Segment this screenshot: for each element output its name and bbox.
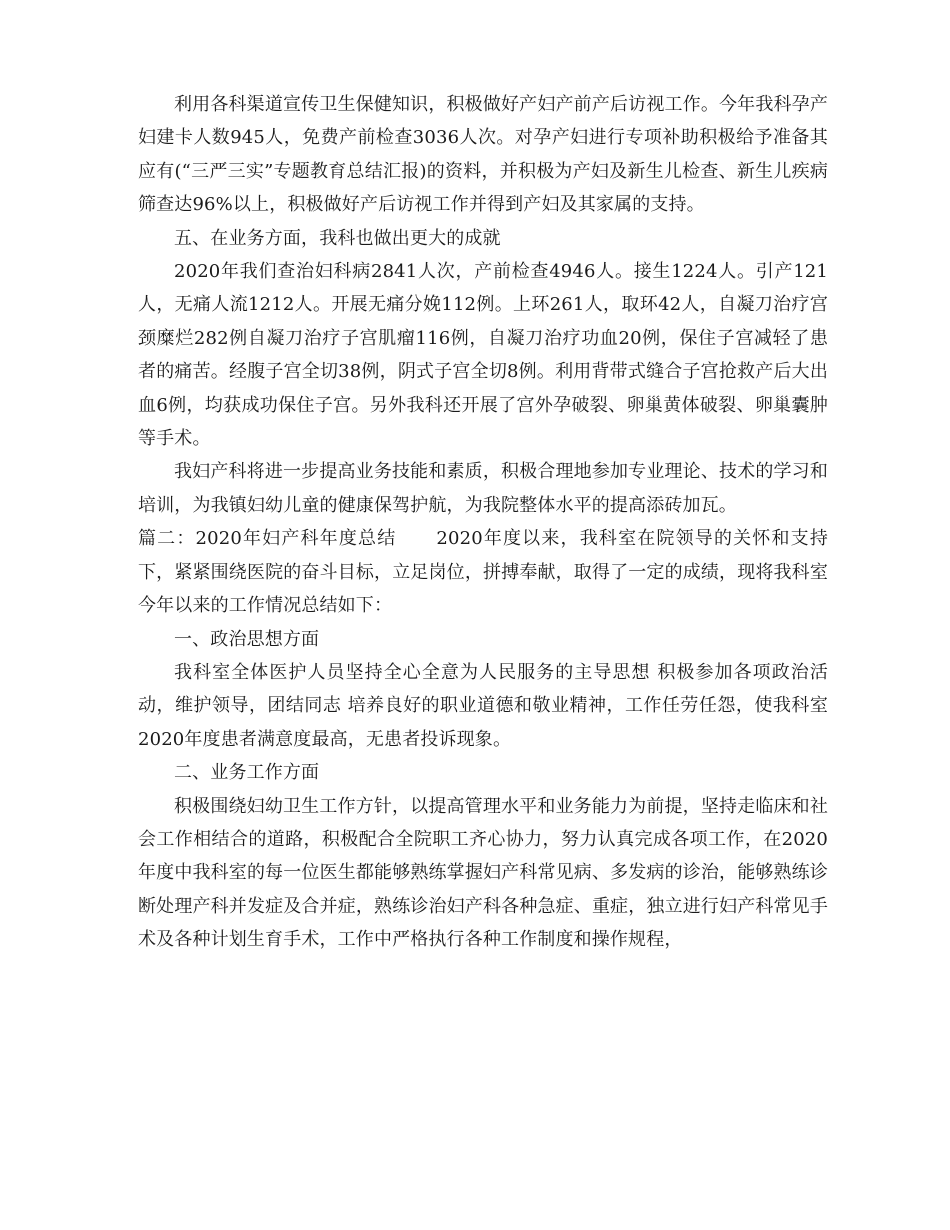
paragraph-section-two — [138, 522, 828, 622]
heading-business-work: 二、业务工作方面 — [174, 762, 320, 784]
heading-business-achievements: 五、在业务方面，我科也做出更大的成就 — [174, 227, 501, 249]
paragraph-prenatal-visits: 利用各科渠道宣传卫生保健知识，积极做好产妇产前产后访视工作。今年我科孕产妇建卡人数945人，免费产前检查3036人次。对孕产妇进行专项补助积极给予准备其应有(“三严三实”专题教育总结汇报)的资料，并积极为产妇及新生儿检查、新生儿疾病筛查达96%以上，积极做好产后访视工作并得到产妇及其家属的支持。 — [138, 94, 828, 216]
heading-political-thought: 一、政治思想方面 — [174, 628, 320, 650]
section-two-intro: 2020年度以来，我科室在院领导的关怀和支持下，紧紧围绕医院的奋斗目标，立足岗位，拼搏奉献，取得了一定的成绩，现将我科室今年以来的工作情况总结如下： — [138, 528, 828, 617]
document-body — [138, 88, 828, 957]
paragraph-political-thought: 我科室全体医护人员坚持全心全意为人民服务的主导思想 积极参加各项政治活动，维护领导，团结同志 培养良好的职业道德和敬业精神，工作任劳任怨，使我科室2020年度患者满意度最高，无患者投诉现象。 — [138, 661, 828, 750]
section-two-title: 篇二：2020年妇产科年度总结 — [138, 528, 397, 550]
paragraph-future-plan: 我妇产科将进一步提高业务技能和素质，积极合理地参加专业理论、技术的学习和培训，为我镇妇幼儿童的健康保驾护航，为我院整体水平的提高添砖加瓦。 — [138, 461, 828, 516]
paragraph-business-work: 积极围绕妇幼卫生工作方针，以提高管理水平和业务能力为前提，坚持走临床和社会工作相结合的道路，积极配合全院职工齐心协力，努力认真完成各项工作，在2020年度中我科室的每一位医生都能够熟练掌握妇产科常见病、多发病的诊治，能够熟练诊断处理产科并发症及合并症，熟练诊治妇产科各种急症、重症，独立进行妇产科常见手术及各种计划生育手术，工作中严格执行各种工作制度和操作规程， — [138, 795, 828, 951]
paragraph-2020-statistics: 2020年我们查治妇科病2841人次，产前检查4946人。接生1224人。引产121人，无痛人流1212人。开展无痛分娩112例。上环261人，取环42人，自凝刀治疗宫颈糜烂282例自凝刀治疗子宫肌瘤116例，自凝刀治疗功血20例，保住子宫减轻了患者的痛苦。经腹子宫全切38例，阴式子宫全切8例。利用背带式缝合子宫抢救产后大出血6例，均获成功保住子宫。另外我科还开展了宫外孕破裂、卵巢黄体破裂、卵巢囊肿等手术。 — [138, 261, 828, 450]
